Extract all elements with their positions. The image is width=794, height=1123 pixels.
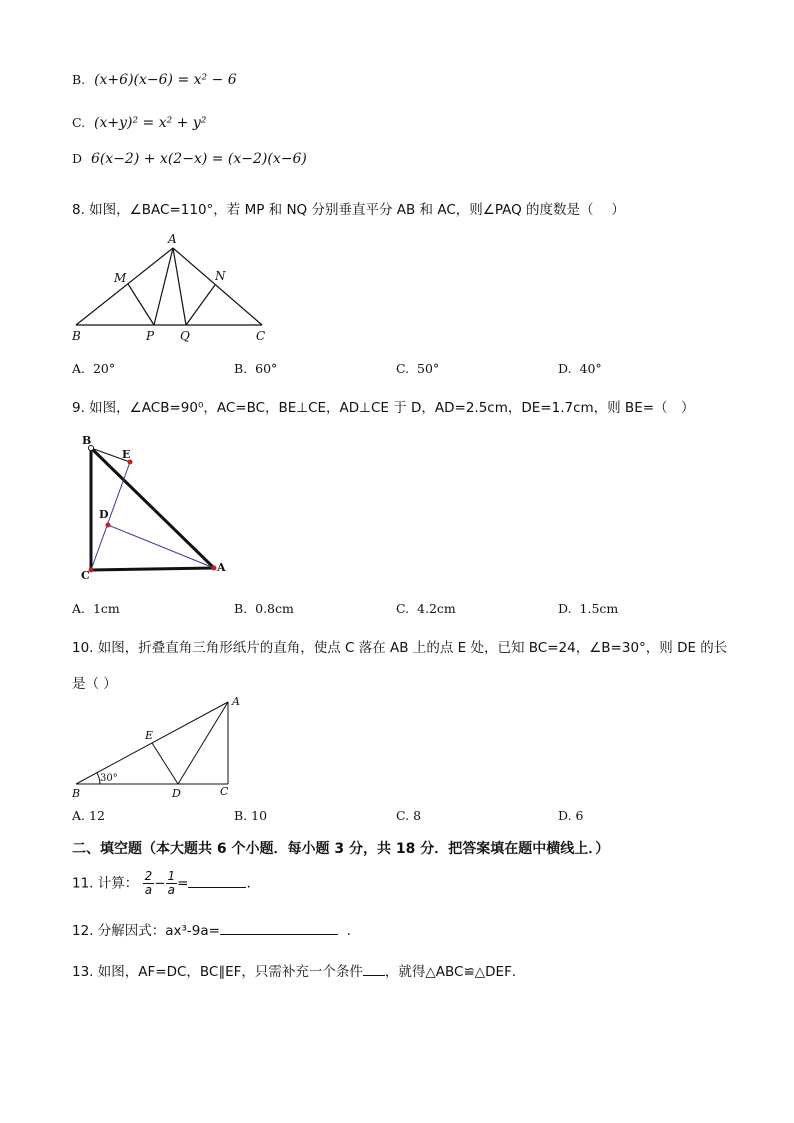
option-c[interactable]	[396, 601, 456, 616]
option-d-prev	[72, 151, 307, 167]
option-value: 0.8cm	[255, 601, 294, 616]
option-label: D.	[558, 808, 572, 823]
option-d[interactable]	[558, 361, 602, 376]
label-b: B	[72, 329, 81, 343]
question-12	[72, 919, 351, 939]
question-12-suffix: .	[346, 923, 351, 939]
fraction-numerator: 1	[167, 869, 176, 883]
option-label: A.	[72, 361, 86, 376]
answer-blank[interactable]	[220, 933, 338, 935]
option-a[interactable]	[72, 808, 105, 823]
label-c: C	[220, 785, 229, 798]
option-value: 6	[575, 808, 584, 823]
question-8-figure	[66, 230, 276, 345]
question-9-figure	[76, 430, 236, 585]
label-b: B	[72, 787, 81, 800]
question-11-suffix: .	[246, 875, 251, 892]
label-q: Q	[180, 329, 190, 343]
option-label: B.	[234, 808, 248, 823]
question-9-text: 9. 如图，∠ACB=90⁰，AC=BC，BE⊥CE，AD⊥CE 于 D，AD=2.5cm，DE=1.7cm，则 BE=（ ）	[72, 400, 695, 416]
fraction-1	[143, 870, 155, 897]
option-label: B.	[234, 361, 248, 376]
option-c[interactable]	[396, 361, 439, 376]
option-value: 12	[89, 808, 105, 823]
label-b: B	[82, 434, 92, 447]
option-a[interactable]	[72, 361, 115, 376]
fraction-denominator: a	[144, 883, 153, 897]
option-label: D	[72, 151, 83, 166]
minus-sign: −	[154, 875, 166, 892]
label-e: E	[122, 448, 131, 461]
option-d[interactable]	[558, 808, 584, 823]
label-a: A	[217, 561, 226, 574]
question-8-text: 8. 如图，∠BAC=110°，若 MP 和 NQ 分别垂直平分 AB 和 AC，则∠PAQ 的度数是（ ）	[72, 202, 625, 218]
label-c: C	[81, 569, 90, 582]
option-label: B.	[234, 601, 248, 616]
option-value: 4.2cm	[417, 601, 456, 616]
option-value: 60°	[255, 361, 278, 376]
option-label: B.	[72, 72, 86, 87]
option-d[interactable]	[558, 601, 618, 616]
option-expression: (x+6)(x−6) = x² − 6	[94, 72, 237, 88]
option-value: 8	[413, 808, 422, 823]
question-10-text-line1: 10. 如图，折叠直角三角形纸片的直角，使点 C 落在 AB 上的点 E 处，已知 BC=24，∠B=30°，则 DE 的长	[72, 640, 728, 656]
option-value: 1.5cm	[579, 601, 619, 616]
label-p: P	[146, 329, 155, 343]
question-13	[72, 960, 525, 980]
answer-blank[interactable]	[363, 974, 385, 976]
label-a: A	[232, 695, 240, 708]
option-value: 50°	[417, 361, 440, 376]
section-2-title: 二、填空题（本大题共 6 个小题．每小题 3 分，共 18 分．把答案填在题中横线上．）	[72, 841, 610, 857]
fraction-2	[166, 870, 178, 897]
option-value: 10	[251, 808, 268, 823]
option-b-prev	[72, 72, 237, 88]
option-value: 40°	[579, 361, 602, 376]
fraction-numerator: 2	[144, 869, 153, 883]
label-m: M	[114, 271, 127, 285]
label-c: C	[256, 329, 266, 343]
question-12-prefix: 12. 分解因式：ax³-9a=	[72, 923, 220, 939]
option-label: D.	[558, 361, 572, 376]
option-c[interactable]	[396, 808, 421, 823]
option-label: A.	[72, 601, 86, 616]
label-d: D	[172, 787, 181, 800]
option-b[interactable]	[234, 601, 294, 616]
label-e: E	[145, 729, 154, 742]
angle-label: 30°	[100, 773, 118, 784]
option-value: 20°	[92, 361, 116, 376]
label-a: A	[168, 232, 177, 246]
question-11-prefix: 11. 计算：	[72, 875, 139, 892]
label-n: N	[215, 269, 226, 283]
option-expression: 6(x−2) + x(2−x) = (x−2)(x−6)	[90, 151, 307, 167]
option-label: C.	[396, 808, 410, 823]
option-expression: (x+y)² = x² + y²	[94, 115, 207, 131]
label-d: D	[99, 508, 109, 521]
option-label: A.	[72, 808, 86, 823]
option-b[interactable]	[234, 808, 267, 823]
question-11	[72, 870, 251, 897]
equals-sign: =	[177, 875, 189, 892]
option-value: 1cm	[92, 601, 120, 616]
question-13-suffix: ，就得△ABC≌△DEF．	[384, 964, 526, 980]
fraction-denominator: a	[167, 883, 176, 897]
option-b[interactable]	[234, 361, 277, 376]
option-a[interactable]	[72, 601, 120, 616]
question-13-prefix: 13. 如图，AF=DC，BC∥EF，只需补充一个条件	[72, 964, 363, 980]
option-label: C.	[396, 361, 410, 376]
question-10-text-line2: 是（ ）	[72, 676, 117, 692]
question-10-figure	[66, 695, 256, 805]
option-label: C.	[396, 601, 410, 616]
option-label: C.	[72, 115, 86, 130]
answer-blank[interactable]	[188, 886, 246, 888]
option-c-prev	[72, 115, 206, 131]
option-label: D.	[558, 601, 572, 616]
